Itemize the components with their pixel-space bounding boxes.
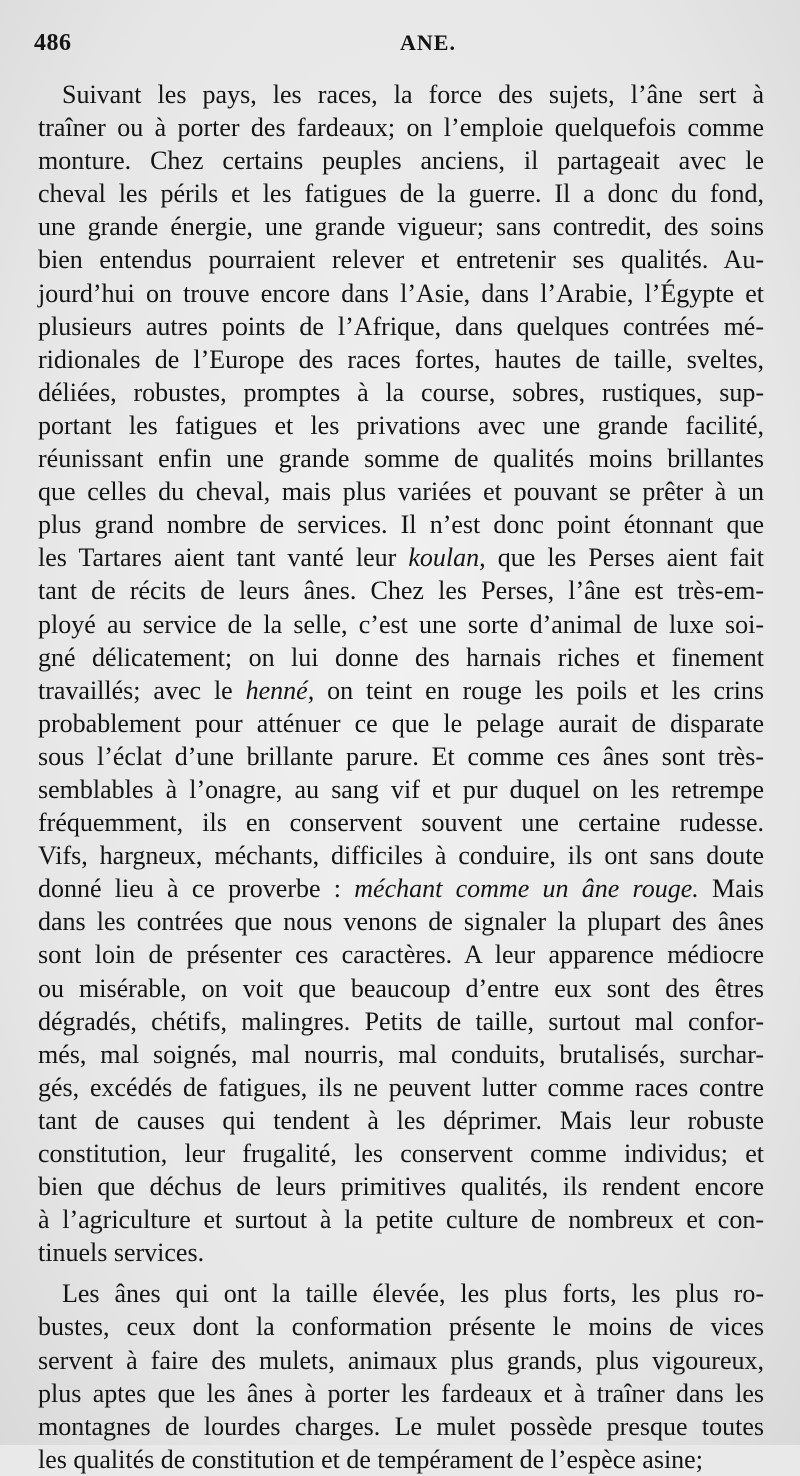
text-fragment: probablement pour atténuer ce que le pelage aurait de disparate (38, 708, 764, 738)
text-line (38, 839, 764, 872)
text-fragment: les Tartares aient tant vanté leur (38, 543, 409, 573)
text-fragment: donné lieu à ce proverbe : (38, 874, 355, 904)
body-text (38, 78, 764, 1476)
text-fragment: traîner ou à porter des fardeaux; on l’emploie quelquefois comme (38, 113, 764, 143)
text-line (38, 144, 764, 177)
text-line (38, 1344, 764, 1377)
text-fragment: Mais (698, 874, 764, 904)
text-line (38, 1137, 764, 1170)
page-number: 486 (34, 30, 72, 56)
text-fragment: monture. Chez certains peuples anciens, il partageait avec le (38, 146, 764, 176)
text-line (38, 574, 764, 607)
italic-text: henné, (245, 675, 315, 705)
text-fragment: dans les contrées que nous venons de signaler la plupart des ânes (38, 907, 764, 937)
text-line (38, 1410, 764, 1443)
text-fragment: Suivant les pays, les races, la force des sujets, l’âne sert à (62, 80, 764, 109)
text-fragment: tant de causes qui tendent à les déprimer. Mais leur robuste (38, 1105, 764, 1135)
text-fragment: servent à faire des mulets, animaux plus grands, plus vigoureux, (38, 1345, 764, 1375)
text-line (38, 641, 764, 674)
text-fragment: dégradés, chétifs, malingres. Petits de taille, surtout mal confor- (38, 1006, 764, 1036)
text-fragment: fréquemment, ils en conservent souvent une certaine rudesse. (38, 808, 764, 838)
text-fragment: bustes, ceux dont la conformation présente le moins de vices (38, 1312, 764, 1342)
text-line (38, 1038, 764, 1071)
text-line (38, 1005, 764, 1038)
text-fragment: Vifs, hargneux, méchants, difficiles à conduire, ils ont sans doute (38, 841, 764, 871)
text-fragment: ou misérable, on voit que beaucoup d’entre eux sont des êtres (38, 973, 764, 1003)
text-line (38, 310, 764, 343)
text-line (38, 806, 764, 839)
text-fragment: plusieurs autres points de l’Afrique, dans quelques contrées mé- (38, 311, 764, 341)
text-line (38, 1203, 764, 1236)
text-line (38, 872, 764, 905)
text-line (38, 1104, 764, 1137)
text-line (38, 1170, 764, 1203)
text-line (38, 541, 764, 574)
text-fragment: ployé au service de la selle, c’est une sorte d’animal de luxe soi- (38, 609, 764, 639)
text-line (38, 938, 764, 971)
text-fragment: bien entendus pourraient relever et entretenir ses qualités. Au- (38, 245, 764, 275)
text-fragment: gné délicatement; on lui donne des harnais riches et finement (38, 642, 764, 672)
page-header (34, 30, 774, 64)
text-fragment: semblables à l’onagre, au sang vif et pur duquel on les retrempe (38, 774, 764, 804)
text-line (38, 177, 764, 210)
text-fragment: que les Perses aient fait (485, 543, 765, 573)
text-fragment: déliées, robustes, promptes à la course, sobres, rustiques, sup- (38, 377, 764, 407)
text-line (38, 773, 764, 806)
text-line (38, 1377, 764, 1410)
text-fragment: que celles du cheval, mais plus variées et pouvant se prêter à un (38, 477, 764, 507)
text-line (38, 972, 764, 1005)
text-fragment: cheval les périls et les fatigues de la guerre. Il a donc du fond, (38, 179, 764, 209)
text-line (38, 376, 764, 409)
text-line (38, 409, 764, 442)
text-line (38, 210, 764, 243)
text-line (38, 343, 764, 376)
text-fragment: une grande énergie, une grande vigueur; sans contredit, des soins (38, 212, 764, 242)
text-line (38, 78, 764, 111)
text-line (38, 243, 764, 276)
text-line (38, 508, 764, 541)
text-line (38, 1236, 764, 1269)
text-fragment: bien que déchus de leurs primitives qualités, ils rendent encore (38, 1172, 764, 1202)
text-fragment: més, mal soignés, mal nourris, mal conduits, brutalisés, surchar- (38, 1039, 764, 1069)
text-line (38, 674, 764, 707)
italic-text: koulan, (408, 543, 486, 573)
text-line (38, 1277, 764, 1310)
text-line (38, 442, 764, 475)
text-fragment: sous l’éclat d’une brillante parure. Et comme ces ânes sont très- (38, 741, 764, 771)
text-fragment: plus aptes que les ânes à porter les fardeaux et à traîner dans les (38, 1378, 764, 1408)
text-line (38, 111, 764, 144)
text-fragment: montagnes de lourdes charges. Le mulet possède presque toutes (38, 1411, 764, 1441)
text-fragment: on teint en rouge les poils et les crins (314, 675, 764, 705)
text-line (38, 905, 764, 938)
text-line (38, 1071, 764, 1104)
text-fragment: gés, excédés de fatigues, ils ne peuvent lutter comme races contre (38, 1072, 764, 1102)
text-fragment: tinuels services. (38, 1238, 205, 1268)
text-fragment: à l’agriculture et surtout à la petite culture de nombreux et con- (38, 1205, 764, 1235)
text-line (38, 475, 764, 508)
text-fragment: les qualités de constitution et de tempérament de l’espèce asine; (38, 1444, 703, 1474)
running-title: ANE. (400, 30, 456, 55)
text-fragment: ridionales de l’Europe des races fortes, hautes de taille, sveltes, (38, 344, 764, 374)
text-fragment: Les ânes qui ont la taille élevée, les plus forts, les plus ro- (62, 1279, 764, 1309)
text-fragment: jourd’hui on trouve encore dans l’Asie, dans l’Arabie, l’Égypte et (38, 278, 764, 308)
text-fragment: plus grand nombre de services. Il n’est donc point étonnant que (38, 510, 764, 540)
italic-text: méchant comme un âne rouge. (354, 874, 699, 904)
text-line (38, 608, 764, 641)
text-fragment: portant les fatigues et les privations avec une grande facilité, (38, 410, 764, 440)
text-line (38, 707, 764, 740)
text-fragment: sont loin de présenter ces caractères. A leur apparence médiocre (38, 940, 764, 970)
paragraph (38, 78, 764, 1269)
text-fragment: travaillés; avec le (38, 675, 246, 705)
paragraph (38, 1277, 764, 1476)
text-line (38, 1443, 764, 1476)
text-fragment: constitution, leur frugalité, les conservent comme individus; et (38, 1139, 764, 1168)
text-line (38, 1310, 764, 1343)
text-fragment: réunissant enfin une grande somme de qualités moins brillantes (38, 444, 764, 474)
text-line (38, 277, 764, 310)
text-fragment: tant de récits de leurs ânes. Chez les Perses, l’âne est très-em- (38, 576, 764, 606)
text-line (38, 740, 764, 773)
